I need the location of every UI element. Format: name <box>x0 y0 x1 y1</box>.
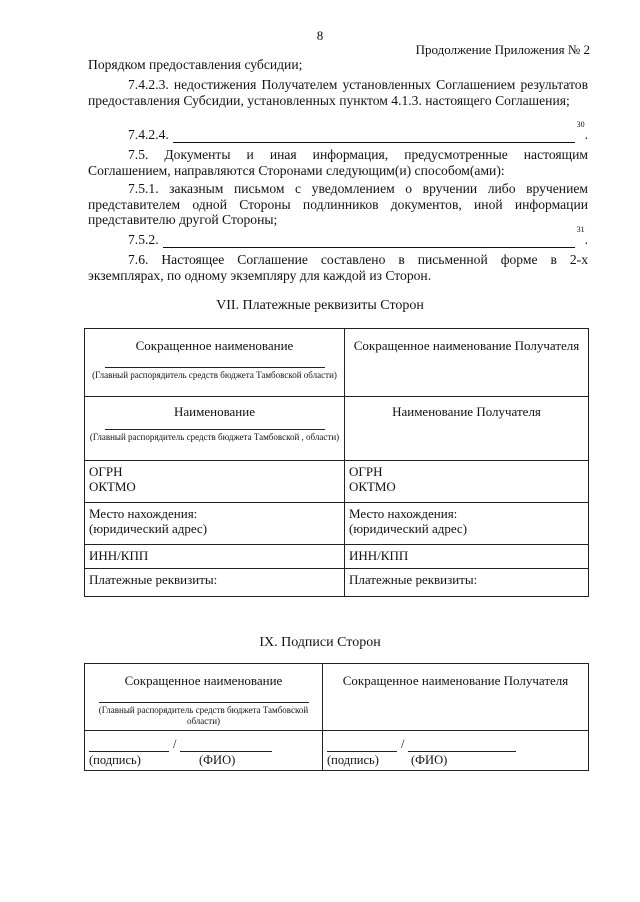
paragraph-7-4-2-4 <box>88 120 588 143</box>
paragraph-7-6: 7.6. Настоящее Соглашение составлено в письменной форме в 2-х экземплярах, по одному экземпляру для каждой из Сторон. <box>88 252 588 283</box>
left-name-label: Наименование <box>174 404 255 419</box>
name-blank-line <box>99 702 309 703</box>
ogrn-label: ОГРН <box>89 464 123 479</box>
signature-line-row <box>327 737 586 752</box>
table-row <box>85 503 589 545</box>
paragraph-7-5: 7.5. Документы и иная информация, предусмотренные настоящим Соглашением, направляются Сторонами следующим(и) способом(ами): <box>88 147 588 178</box>
right-signature-cell <box>323 731 589 771</box>
clause-label: 7.5.2. <box>128 232 159 247</box>
table-row <box>85 397 589 461</box>
ogrn-label: ОГРН <box>349 464 383 479</box>
clause-label: 7.4.2.4. <box>128 127 169 142</box>
left-short-name-label: Сокращенное наименование <box>135 338 294 353</box>
paragraph-7-5-2 <box>88 225 588 248</box>
clause-end: . <box>584 127 588 142</box>
left-short-name-cell <box>85 329 345 397</box>
appendix-note: Продолжение Приложения № 2 <box>415 42 590 57</box>
right-payment-cell: Платежные реквизиты: <box>345 569 589 597</box>
left-payment-cell: Платежные реквизиты: <box>85 569 345 597</box>
page-number: 8 <box>316 28 324 43</box>
right-name-cell <box>345 397 589 461</box>
oktmo-label: ОКТМО <box>349 479 396 494</box>
right-name-label: Наименование Получателя <box>392 404 541 419</box>
paragraph-subsidy-order: Порядком предоставления субсидии; <box>88 57 303 72</box>
left-inn-cell: ИНН/КПП <box>85 545 345 569</box>
location-label: Место нахождения: <box>349 506 458 521</box>
clause-end: . <box>584 232 588 247</box>
name-blank-line <box>105 367 325 368</box>
fio-caption: (ФИО) <box>411 753 448 767</box>
right-short-name-label: Сокращенное наименование Получателя <box>353 338 580 353</box>
right-short-name-cell <box>345 329 589 397</box>
signatures-table <box>84 663 589 771</box>
table-row <box>85 664 589 731</box>
left-short-name-caption: (Главный распорядитель средств бюджета Тамбовской области) <box>92 370 337 380</box>
footnote-marker: 31 <box>576 225 585 234</box>
left-name-cell <box>85 397 345 461</box>
table-row <box>85 461 589 503</box>
fio-blank-line <box>408 751 516 752</box>
left-sign-name-cell <box>85 664 323 731</box>
table-row <box>85 329 589 397</box>
legal-address-label: (юридический адрес) <box>349 521 468 536</box>
legal-address-label: (юридический адрес) <box>89 521 208 536</box>
payment-details-table <box>84 328 589 597</box>
right-location-cell <box>345 503 589 545</box>
oktmo-label: ОКТМО <box>89 479 136 494</box>
signature-caption: (подпись) <box>327 753 379 767</box>
left-location-cell <box>85 503 345 545</box>
signature-blank-line <box>89 751 169 752</box>
right-ogrn-cell <box>345 461 589 503</box>
slash-separator: / <box>173 737 177 751</box>
table-row <box>85 545 589 569</box>
slash-separator: / <box>401 737 405 751</box>
signature-caption-row <box>327 753 586 768</box>
paragraph-7-5-1: 7.5.1. заказным письмом с уведомлением о вручении либо вручением представителем одной Стороны подлинников документов, иной информации представителю другой Стороны; <box>88 181 588 227</box>
table-row <box>85 569 589 597</box>
location-label: Место нахождения: <box>89 506 198 521</box>
left-ogrn-cell <box>85 461 345 503</box>
paragraph-7-4-2-3: 7.4.2.3. недостижения Получателем установленных Соглашением результатов предоставления Субсидии, установленных пунктом 4.1.3. настоящего Соглашения; <box>88 77 588 108</box>
blank-line <box>163 235 575 248</box>
left-signature-cell <box>85 731 323 771</box>
fio-caption: (ФИО) <box>199 753 236 767</box>
left-short-name-caption: (Главный распорядитель средств бюджета Тамбовской области) <box>98 705 309 726</box>
right-sign-name-cell <box>323 664 589 731</box>
signature-caption-row <box>89 753 320 768</box>
right-inn-cell: ИНН/КПП <box>345 545 589 569</box>
signature-caption: (подпись) <box>89 753 141 767</box>
footnote-marker: 30 <box>576 120 585 129</box>
signature-blank-line <box>327 751 397 752</box>
name-blank-line <box>105 429 325 430</box>
section-7-title: VII. Платежные реквизиты Сторон <box>216 298 424 313</box>
left-name-caption: (Главный распорядитель средств бюджета Тамбовской , области) <box>89 432 340 442</box>
signature-line-row <box>89 737 320 752</box>
section-9-title: IX. Подписи Сторон <box>259 635 381 650</box>
right-short-name-label: Сокращенное наименование Получателя <box>342 673 569 688</box>
table-row <box>85 731 589 771</box>
fio-blank-line <box>180 751 272 752</box>
blank-line <box>173 130 575 143</box>
left-short-name-label: Сокращенное наименование <box>124 673 283 688</box>
